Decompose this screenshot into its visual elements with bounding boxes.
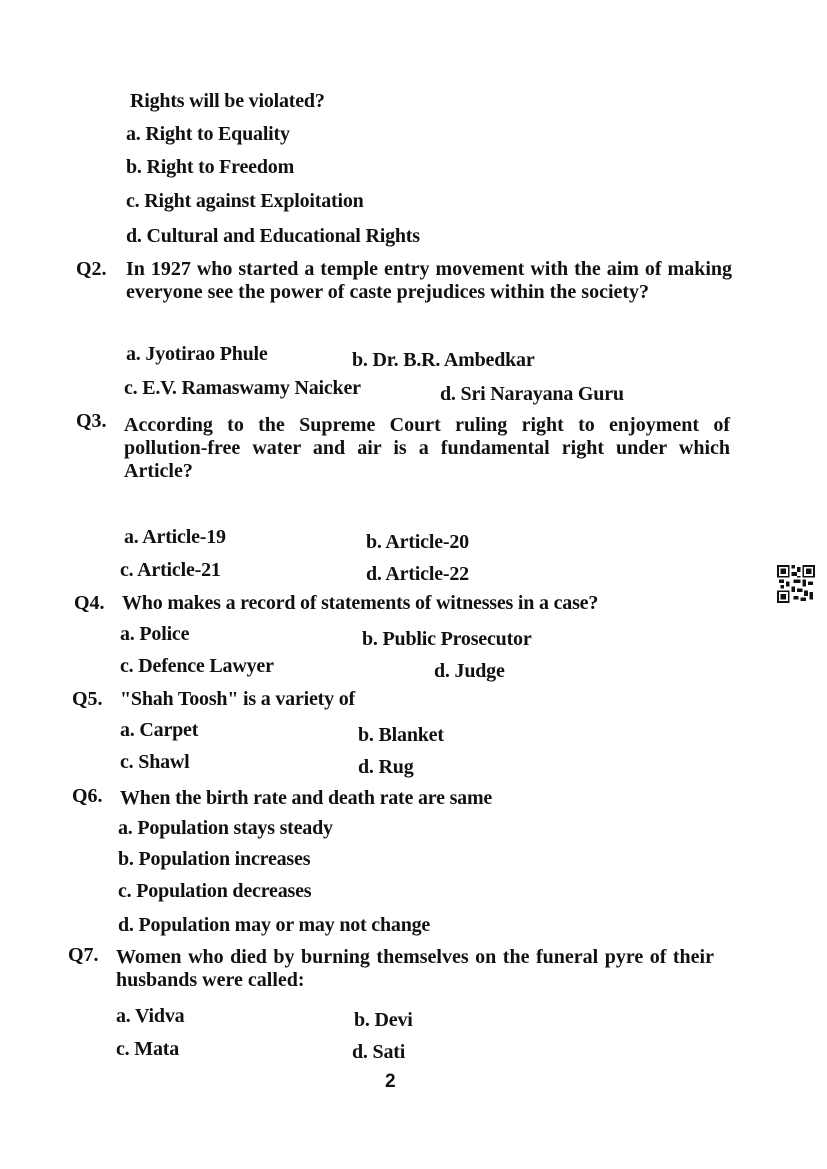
q6-option-c: c. Population decreases [118, 880, 312, 902]
q1-option-d: d. Cultural and Educational Rights [126, 225, 420, 247]
q7-option-d: d. Sati [352, 1041, 406, 1063]
question-6-stem: When the birth rate and death rate are same [120, 787, 493, 809]
q2-option-d: d. Sri Narayana Guru [440, 383, 624, 405]
question-3-stem: According to the Supreme Court ruling right to enjoyment of pollution-free water and air is a fundamental right under which Article? [124, 414, 730, 482]
question-1-stem-tail: Rights will be violated? [130, 90, 325, 112]
q6-option-b: b. Population increases [118, 848, 311, 870]
q6-option-a: a. Population stays steady [118, 817, 333, 839]
question-4-stem: Who makes a record of statements of witnesses in a case? [122, 592, 599, 614]
q7-option-c: c. Mata [116, 1038, 180, 1060]
question-5-number: Q5. [72, 688, 103, 710]
question-7-number: Q7. [68, 944, 99, 966]
q7-option-b: b. Devi [354, 1009, 413, 1031]
q1-option-a: a. Right to Equality [126, 123, 290, 145]
q4-option-c: c. Defence Lawyer [120, 655, 274, 677]
q3-option-c: c. Article-21 [120, 559, 221, 581]
q3-option-a: a. Article-19 [124, 526, 226, 548]
q5-option-b: b. Blanket [358, 724, 444, 746]
qr-code-icon [777, 565, 815, 603]
page-number: 2 [385, 1071, 396, 1092]
question-7-stem: Women who died by burning themselves on the funeral pyre of their husbands were called: [116, 946, 714, 991]
question-4-number: Q4. [74, 592, 105, 614]
question-2-number: Q2. [76, 258, 107, 280]
q5-option-a: a. Carpet [120, 719, 199, 741]
q5-option-c: c. Shawl [120, 751, 190, 773]
q3-option-d: d. Article-22 [366, 563, 469, 585]
q7-option-a: a. Vidva [116, 1005, 185, 1027]
q4-option-b: b. Public Prosecutor [362, 628, 532, 650]
q2-option-c: c. E.V. Ramaswamy Naicker [124, 377, 361, 399]
q5-option-d: d. Rug [358, 756, 414, 778]
question-2-stem: In 1927 who started a temple entry movement with the aim of making everyone see the power of caste prejudices within the society? [126, 258, 732, 303]
q1-option-c: c. Right against Exploitation [126, 190, 364, 212]
q6-option-d: d. Population may or may not change [118, 914, 431, 936]
question-3-number: Q3. [76, 410, 107, 432]
q4-option-a: a. Police [120, 623, 190, 645]
question-6-number: Q6. [72, 785, 103, 807]
q2-option-b: b. Dr. B.R. Ambedkar [352, 349, 535, 371]
q4-option-d: d. Judge [434, 660, 505, 682]
q1-option-b: b. Right to Freedom [126, 156, 295, 178]
question-5-stem: "Shah Toosh" is a variety of [120, 688, 355, 710]
q2-option-a: a. Jyotirao Phule [126, 343, 268, 365]
q3-option-b: b. Article-20 [366, 531, 469, 553]
